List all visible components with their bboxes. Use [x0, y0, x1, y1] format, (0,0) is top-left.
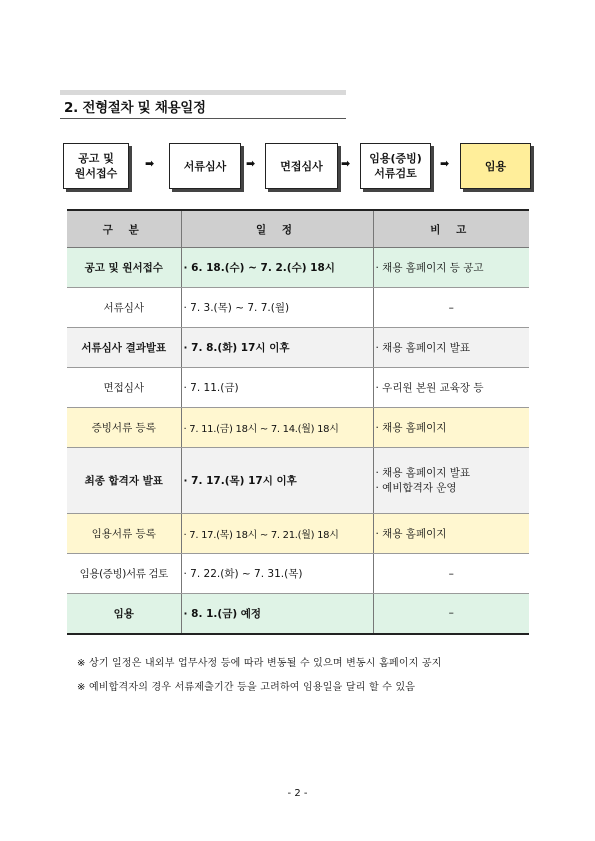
row-remarks: – [373, 554, 529, 594]
flow-step-document-review: 서류심사 [169, 143, 241, 189]
row-remarks: · 채용 홈페이지 등 공고 [373, 248, 529, 288]
table-row [67, 408, 529, 448]
row-category: 면접심사 [67, 368, 181, 408]
heading-underline [60, 118, 346, 119]
table-row [67, 368, 529, 408]
row-category: 서류심사 [67, 288, 181, 328]
row-category: 증빙서류 등록 [67, 408, 181, 448]
row-schedule: · 7. 3.(목) ~ 7. 7.(월) [181, 288, 373, 328]
remark-line: · 예비합격자 운영 [375, 481, 457, 494]
row-category: 임용 [67, 594, 181, 634]
footnote: ※ 예비합격자의 경우 서류제출기간 등을 고려하여 임용일을 달리 할 수 있음 [77, 682, 416, 693]
row-schedule: · 6. 18.(수) ~ 7. 2.(수) 18시 [181, 248, 373, 288]
row-schedule: · 7. 8.(화) 17시 이후 [181, 328, 373, 368]
row-category: 공고 및 원서접수 [67, 248, 181, 288]
row-schedule: · 7. 11.(금) [181, 368, 373, 408]
row-schedule: · 7. 22.(화) ~ 7. 31.(목) [181, 554, 373, 594]
arrow-right-icon: ➡ [246, 157, 256, 170]
row-schedule: · 7. 17.(목) 17시 이후 [181, 448, 373, 514]
heading-shade-bar [60, 90, 346, 95]
row-remarks: · 우리원 본원 교육장 등 [373, 368, 529, 408]
table-row [67, 554, 529, 594]
header-schedule: 일 정 [181, 210, 373, 248]
row-schedule: · 7. 17.(목) 18시 ~ 7. 21.(월) 18시 [181, 514, 373, 554]
row-remarks: · 채용 홈페이지 [373, 408, 529, 448]
flow-step-interview: 면접심사 [265, 143, 338, 189]
flow-step-announcement: 공고 및 원서접수 [63, 143, 129, 189]
row-remarks: – [373, 594, 529, 634]
row-schedule: · 8. 1.(금) 예정 [181, 594, 373, 634]
row-category: 서류심사 결과발표 [67, 328, 181, 368]
schedule-table [67, 209, 529, 635]
row-remarks: · 채용 홈페이지 [373, 514, 529, 554]
arrow-right-icon: ➡ [145, 157, 155, 170]
table-header-row [67, 210, 529, 248]
header-remarks: 비 고 [373, 210, 529, 248]
table-row [67, 448, 529, 514]
row-remarks [373, 448, 529, 514]
arrow-right-icon: ➡ [440, 157, 450, 170]
flow-step-appointment: 임용 [460, 143, 531, 189]
section-heading [60, 90, 346, 118]
table-row [67, 288, 529, 328]
process-flow [0, 143, 595, 189]
row-remarks: – [373, 288, 529, 328]
section-title: 2. 전형절차 및 채용일정 [64, 100, 206, 116]
table-row [67, 328, 529, 368]
header-category: 구 분 [67, 210, 181, 248]
row-category: 최종 합격자 발표 [67, 448, 181, 514]
table-row [67, 594, 529, 634]
row-schedule: · 7. 11.(금) 18시 ~ 7. 14.(월) 18시 [181, 408, 373, 448]
table-row [67, 248, 529, 288]
row-category: 임용서류 등록 [67, 514, 181, 554]
row-category: 임용(증빙)서류 검토 [67, 554, 181, 594]
remark-line: · 채용 홈페이지 발표 [375, 466, 470, 479]
arrow-right-icon: ➡ [341, 157, 351, 170]
page-number: - 2 - [287, 788, 308, 799]
table-row [67, 514, 529, 554]
footnote: ※ 상기 일정은 내외부 업무사정 등에 따라 변동될 수 있으며 변동시 홈페이지 공지 [77, 658, 442, 669]
row-remarks: · 채용 홈페이지 발표 [373, 328, 529, 368]
flow-step-evidence-review: 임용(증빙) 서류검토 [360, 143, 431, 189]
